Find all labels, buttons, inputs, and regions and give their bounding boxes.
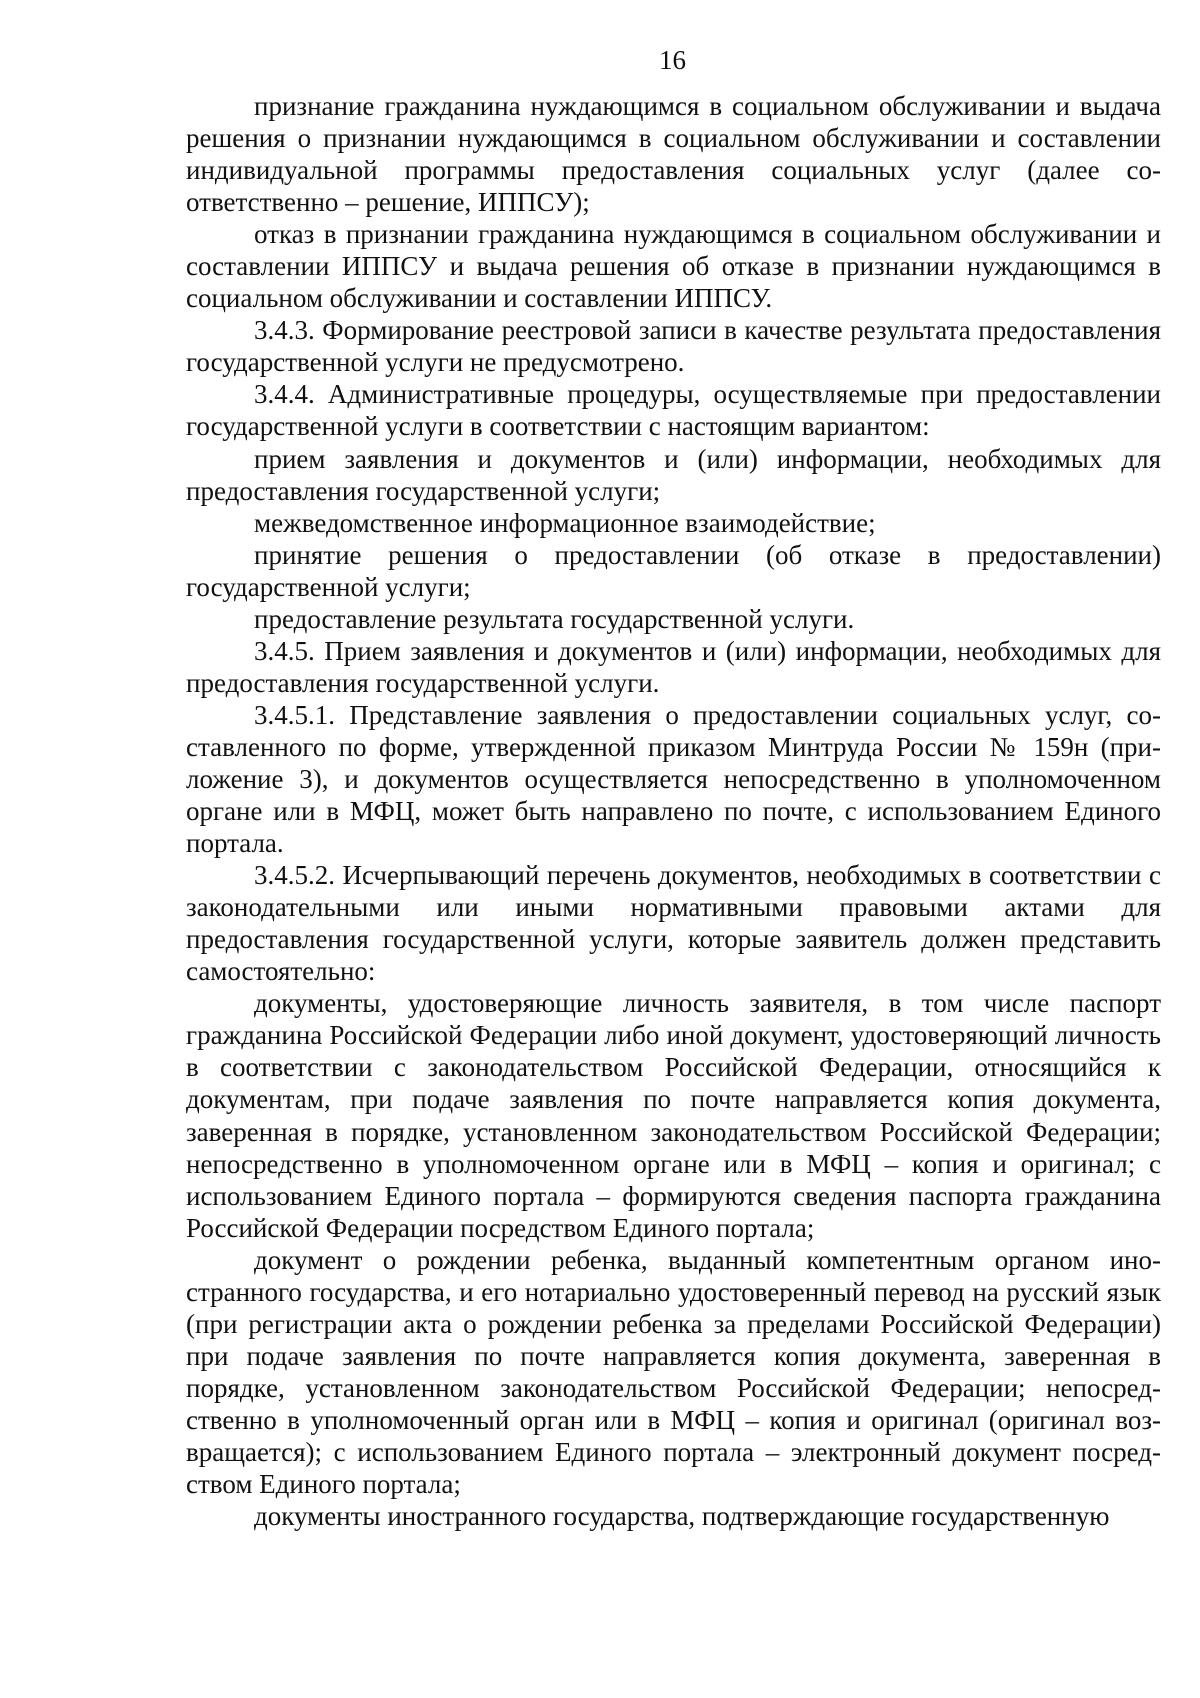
paragraph: документы, удостоверяющие личность заявителя, в том числе паспорт гражданина Российской Федерации либо иной документ, удостоверяющий личность в соответствии с законодательством Российской Федерации, относящийся к документам, при подаче заявления по почте направляется копия документа, заверенная в порядке, установленном законодательством Российской Федерации; непосредственно в уполномоченном органе или в МФЦ – копия и оригинал; с использованием Единого портала – формируются сведения паспорта гражданина Российской Федерации посредством Единого портала; <box>186 988 1161 1243</box>
paragraph: прием заявления и документов и (или) информации, необходимых для предоставления государственной услуги; <box>186 443 1161 506</box>
paragraph: 3.4.4. Административные процедуры, осуществляемые при предоставлении государственной услуги в соответствии с настоящим вариантом: <box>186 379 1161 442</box>
paragraph: 3.4.3. Формирование реестровой записи в качестве результата предоставления государственной услуги не предусмотрено. <box>186 315 1161 378</box>
paragraph: принятие решения о предоставлении (об отказе в предоставлении) государственной услуги; <box>186 539 1161 602</box>
paragraph: 3.4.5. Прием заявления и документов и (или) информации, необходимых для предоставления государственной услуги. <box>186 635 1161 698</box>
page-number: 16 <box>659 45 686 75</box>
paragraph: признание гражданина нуждающимся в социальном обслуживании и выдача решения о признании нуждающимся в социальном обслуживании и составлении индивидуальной программы предоставления социальных услуг (далее соответственно – решение, ИППСУ); <box>186 91 1161 218</box>
paragraph: 3.4.5.1. Представление заявления о предоставлении социальных услуг, составленного по форме, утвержденной приказом Минтруда России № 159н (приложение 3), и документов осуществляется непосредственно в уполномоченном органе или в МФЦ, может быть направлено по почте, с использованием Единого портала. <box>186 699 1161 859</box>
paragraph: межведомственное информационное взаимодействие; <box>254 507 876 538</box>
paragraph: документы иностранного государства, подтверждающие государственную <box>254 1501 1110 1532</box>
paragraph: отказ в признании гражданина нуждающимся в социальном обслуживании и составлении ИППСУ и выдача решения об отказе в признании нуждающимся в социальном обслуживании и составлении ИППСУ. <box>186 219 1161 314</box>
paragraph: предоставление результата государственной услуги. <box>254 603 855 634</box>
paragraph: документ о рождении ребенка, выданный компетентным органом иностранного государства, и его нотариально удостоверенный перевод на русский язык (при регистрации акта о рождении ребенка за пределами Российской Федерации) при подаче заявления по почте направляется копия документа, заверенная в порядке, установленном законодательством Российской Федерации; непосредственно в уполномоченный орган или в МФЦ – копия и оригинал (оригинал возвращается); с использованием Единого портала – электронный документ посредством Единого портала; <box>186 1244 1161 1500</box>
document-body <box>186 90 1161 1532</box>
paragraph: 3.4.5.2. Исчерпывающий перечень документов, необходимых в соответствии с законодательными или иными нормативными правовыми актами для предоставления государственной услуги, которые заявитель должен представить самостоятельно: <box>186 860 1161 987</box>
